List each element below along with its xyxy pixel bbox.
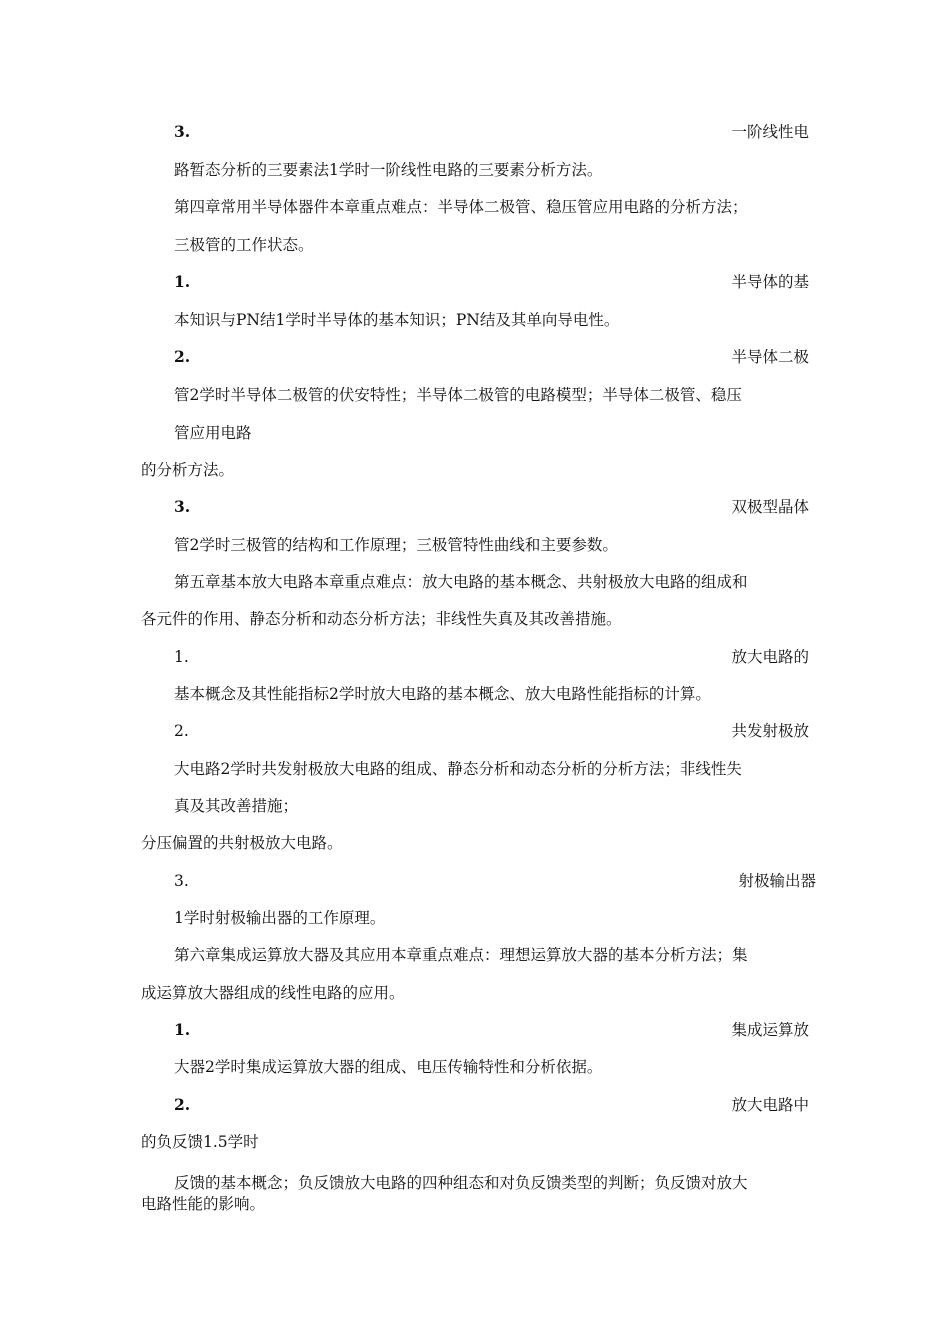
body-line: 管2学时三极管的结构和工作原理；三极管特性曲线和主要参数。 bbox=[174, 536, 618, 554]
body-line: 大器2学时集成运算放大器的组成、电压传输特性和分析依据。 bbox=[174, 1058, 603, 1076]
item-number: 3. bbox=[174, 872, 189, 890]
item-number: 2. bbox=[174, 347, 191, 366]
chapter-heading: 第五章基本放大电路本章重点难点：放大电路的基本概念、共射极放大电路的组成和 bbox=[174, 573, 748, 591]
item-heading-tail: 集成运算放 bbox=[731, 1021, 809, 1039]
item-number: 3. bbox=[174, 497, 191, 516]
body-line: 各元件的作用、静态分析和动态分析方法；非线性失真及其改善措施。 bbox=[141, 610, 622, 628]
body-line: 的负反馈1.5学时 bbox=[141, 1133, 259, 1151]
body-line: 电路性能的影响。 bbox=[141, 1195, 266, 1213]
item-heading-tail: 双极型晶体 bbox=[731, 498, 809, 516]
item-number: 1. bbox=[174, 648, 189, 666]
body-line: 分压偏置的共射极放大电路。 bbox=[141, 834, 343, 852]
body-line: 基本概念及其性能指标2学时放大电路的基本概念、放大电路性能指标的计算。 bbox=[174, 685, 711, 703]
body-line: 成运算放大器组成的线性电路的应用。 bbox=[141, 984, 405, 1002]
body-line: 管应用电路 bbox=[174, 424, 252, 442]
item-number: 2. bbox=[174, 1095, 191, 1114]
body-line: 1学时射极输出器的工作原理。 bbox=[174, 909, 386, 927]
item-heading-tail: 放大电路中 bbox=[731, 1096, 809, 1114]
body-line: 路暂态分析的三要素法1学时一阶线性电路的三要素分析方法。 bbox=[174, 161, 603, 179]
body-line: 大电路2学时共发射极放大电路的组成、静态分析和动态分析的分析方法；非线性失 bbox=[174, 760, 742, 778]
chapter-heading: 第六章集成运算放大器及其应用本章重点难点：理想运算放大器的基本分析方法；集 bbox=[174, 946, 748, 964]
item-heading-tail: 半导体的基 bbox=[731, 273, 809, 291]
item-heading-tail: 射极输出器 bbox=[738, 872, 816, 890]
body-line: 反馈的基本概念；负反馈放大电路的四种组态和对负反馈类型的判断；负反馈对放大 bbox=[174, 1174, 748, 1192]
body-line: 三极管的工作状态。 bbox=[174, 236, 314, 254]
body-line: 本知识与PN结1学时半导体的基本知识；PN结及其单向导电性。 bbox=[174, 311, 620, 329]
item-heading-tail: 共发射极放 bbox=[731, 722, 809, 740]
item-number: 1. bbox=[174, 272, 191, 291]
chapter-heading: 第四章常用半导体器件本章重点难点：半导体二极管、稳压管应用电路的分析方法； bbox=[174, 198, 748, 216]
item-number: 3. bbox=[174, 122, 191, 141]
body-line: 真及其改善措施； bbox=[174, 797, 299, 815]
body-line: 的分析方法。 bbox=[141, 461, 235, 479]
item-heading-tail: 一阶线性电 bbox=[731, 123, 809, 141]
body-line: 管2学时半导体二极管的伏安特性；半导体二极管的电路模型；半导体二极管、稳压 bbox=[174, 386, 742, 404]
item-number: 1. bbox=[174, 1020, 191, 1039]
item-heading-tail: 半导体二极 bbox=[731, 348, 809, 366]
item-number: 2. bbox=[174, 722, 189, 740]
item-heading-tail: 放大电路的 bbox=[731, 648, 809, 666]
